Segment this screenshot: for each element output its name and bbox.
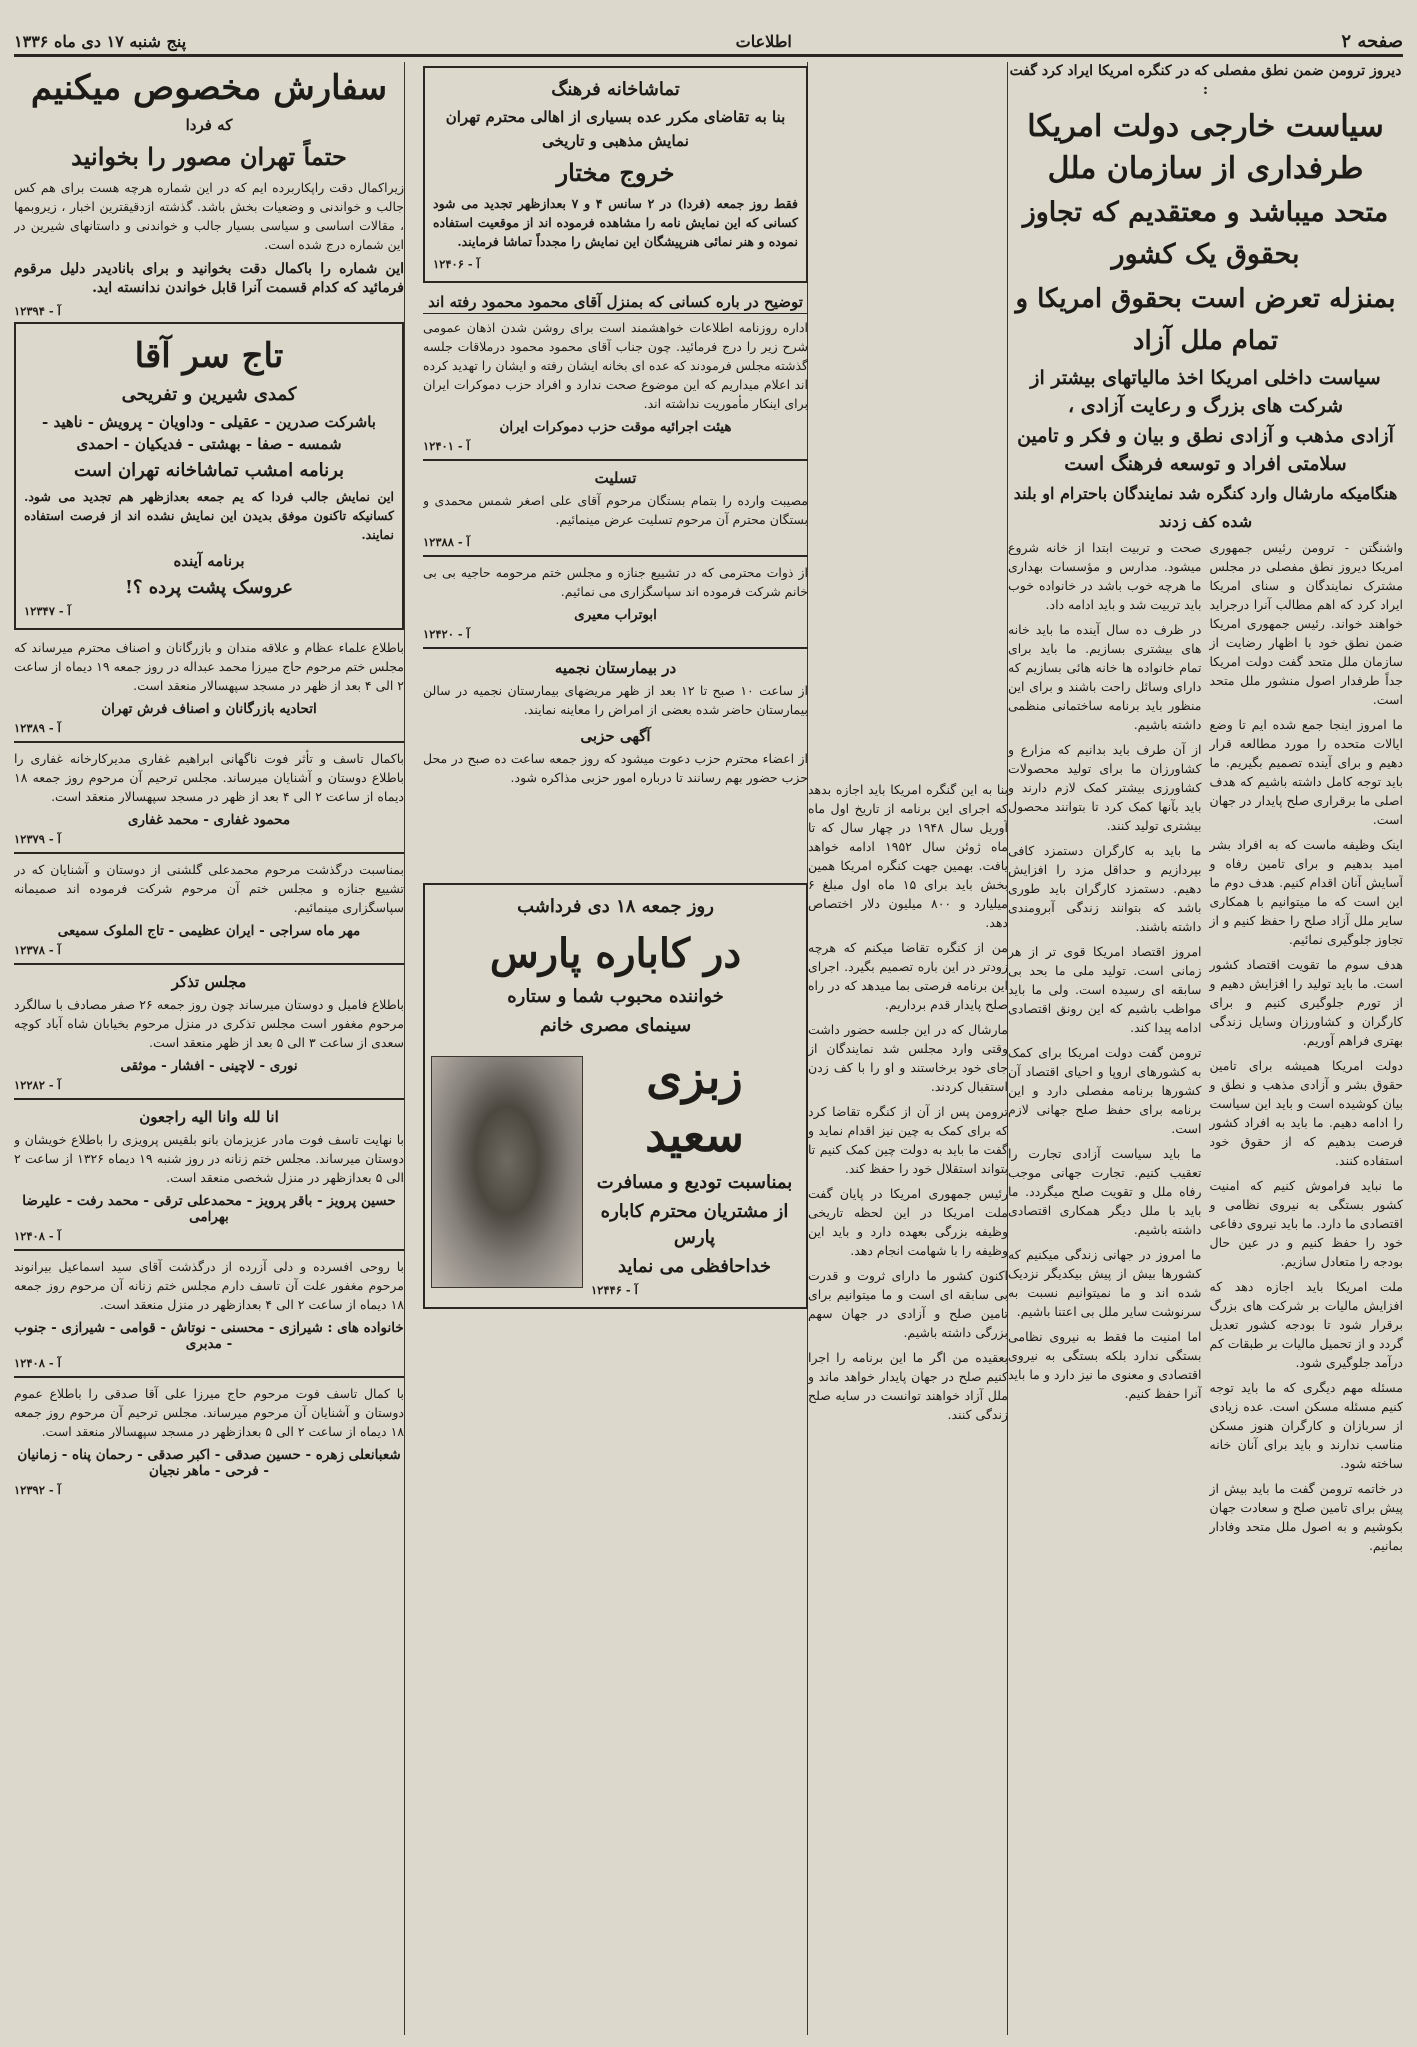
condolence-text: مصیبت وارده را بتمام بستگان مرحوم آقای علی اصغر شمس محمدی و بستگان محترم آن مرحوم تسلیت عرض مینمائیم. xyxy=(423,493,808,527)
party-ad-text: از اعضاء محترم حزب دعوت میشود که روز جمعه ساعت ده صبح در محل حزب حضور بهم رسانند تا درباره امور حزبی مذاکره شود. xyxy=(423,751,808,785)
issue-date: پنج شنبه ۱۷ دی ماه ۱۳۳۶ xyxy=(14,31,187,51)
obituary-title: انا لله وانا الیه راجعون xyxy=(139,1108,279,1126)
notice-text: باطلاع علماء عظام و علاقه مندان و بازرگانان و اصناف محترم میرساند که مجلس ختم مرحوم حاج میرزا محمد عبداله در روز جمعه ۱۹ دیماه از ساعت ۲ الی ۴ بعد از ظهر در مسجد سپهسالار منعقد است. xyxy=(14,640,404,693)
obit-signature: ابوتراب معیری xyxy=(574,607,657,623)
page-header xyxy=(14,28,1403,57)
paragraph: واشنگتن - ترومن رئیس جمهوری امریکا دیروز نطق مفصلی در مجلس مشترک نمایندگان و سنای امریکا ایراد کرد که اهم مطالب آنرا درجراید خواهند خواند. رئیس جمهوری امریکا ضمن نطق خود با اظهار رضایت از سازمان ملل متحد گفت دولت امریکا جداً طرفدار اصول منشور ملل متحد است. xyxy=(1209,540,1403,707)
notice-signature: مهر ماه سراجی - ایران عظیمی - تاج الملوک سمیعی xyxy=(57,923,361,939)
obituary-signature: خانواده های : شیرازی - محسنی - نوتاش - قوامی - شیرازی - جنوب - مدبری xyxy=(14,1320,404,1352)
ad-reference: آ - ۱۲۳۹۲ xyxy=(14,1483,61,1497)
ad-title: سفارش مخصوص میکنیم xyxy=(30,68,388,108)
memorial-notice xyxy=(14,971,404,1092)
paragraph: بنا به این گنگره امریکا باید اجازه بدهد که اجرای این برنامه از تاریخ اول ماه آوریل سال ۱۹۴۸ در چهار سال که تا ماه ژوئن سال ۱۹۵۲ ادامه خواهد یافت. بهمین جهت کنگره امریکا همین بخش باید برای ۱۵ ماه اول مبلغ ۶ میلیارد و ۸۰۰ میلیون دلار اختصاص دهد. xyxy=(808,782,1008,930)
cabaret-line: از مشتریان محترم کاباره پارس xyxy=(600,1201,789,1248)
play-headline: برنامه امشب تماشاخانه تهران است xyxy=(73,460,345,481)
paragraph: مارشال که در این جلسه حضور داشت وقتی وارد مجلس شد نمایندگان از جای خود برخاستند و او را با کف زدن استقبال کردند. xyxy=(808,1022,1008,1094)
ad-headline: حتماً تهران مصور را بخوانید xyxy=(71,142,347,171)
tehran-mosavar-ad xyxy=(14,66,404,318)
ad-reference: آ - ۱۲۴۲۰ xyxy=(423,627,470,641)
portrait-image xyxy=(431,1056,583,1288)
taj-sar-agha-ad xyxy=(14,322,404,630)
cabaret-line: خواننده محبوب شما و ستاره xyxy=(507,986,724,1007)
obituary xyxy=(14,1384,404,1497)
obituary-signature: شعبانعلی زهره - حسین صدقی - اکبر صدقی - رحمان پناه - زمانیان - فرحی - ماهر نجیان xyxy=(17,1447,401,1479)
divider xyxy=(423,647,808,649)
party-signature: هیئت اجرائیه موقت حزب دموکرات ایران xyxy=(499,419,732,435)
paragraph: مسئله مهم دیگری که ما باید توجه کنیم مسئله مسکن است. عده زیادی از سربازان و کارگران هنوز مسکن مناسب ندارند و باید برای آنان خانه ساخته شود. xyxy=(1209,1380,1403,1471)
notice-signature: اتحادیه بازرگانان و اصناف فرش تهران xyxy=(101,701,317,717)
play-cast: باشرکت صدرین - عقیلی - وداویان - پرویش - ناهید - شمسه - صفا - بهشتی - فدیکیان - احمدی xyxy=(42,413,376,453)
ad-reference: آ - ۱۲۳۴۷ xyxy=(24,604,71,618)
article-continuation xyxy=(808,780,1008,1430)
divider xyxy=(14,741,404,743)
ad-line: این شماره را باکمال دقت بخوانید و برای بانادیدر دلیل مرقوم فرمائید که کدام قسمت آنرا قابل خواندن ندانسته اید. xyxy=(14,261,404,296)
paragraph: رئیس جمهوری امریکا در پایان گفت ملت امریکا در این لحظه تاریخی وظیفه بزرگی بعهده دارد و باید این وظیفه را با شهامت انجام دهد. xyxy=(808,1186,1008,1258)
hospital-and-party-notices xyxy=(423,655,808,793)
obituary xyxy=(14,1106,404,1243)
cabaret-line: سینمای مصری خانم xyxy=(539,1015,692,1036)
paragraph: صحت و تربیت ابتدا از خانه شروع میشود. مدارس و مؤسسات بهداری ما هرچه خوب باشد در خانواده خوب باید تربیت شد و باید ادامه داد. xyxy=(1008,540,1202,612)
headline-3: بمنزله تعرض است بحقوق امریکا و تمام ملل آزاد xyxy=(1015,284,1396,356)
theatre-ad xyxy=(423,66,808,283)
paragraph: ترومن گفت دولت امریکا برای کمک به کشورهای اروپا و احیای اقتصاد آن کشورها برنامه مفصلی دارد و این برنامه برای حفظ صلح جهانی لازم است. xyxy=(1008,1045,1202,1136)
theatre-text: فقط روز جمعه (فردا) در ۲ سانس ۴ و ۷ بعدازظهر تجدید می شود کسانی که این نمایش نامه را مشاهده فرموده اند از موقعیت استفاده نموده و هنر نمائی هنرپیشگان این نمایش را مجدداً تماشا فرمایند. xyxy=(433,196,798,249)
notice-signature: محمود غفاری - محمد غفاری xyxy=(127,812,291,828)
theatre-line: بنا به تقاضای مکرر عده بسیاری از اهالی محترم تهران xyxy=(445,108,786,126)
ad-reference: آ - ۱۲۴۰۱ xyxy=(423,439,470,453)
article-body xyxy=(1008,538,1403,1561)
paper-name: اطلاعات xyxy=(735,31,792,51)
paragraph: در خاتمه ترومن گفت ما باید بیش از پیش برای تامین صلح و سعادت جهان بکوشیم و به اصول ملل متحد وفادار بمانیم. xyxy=(1209,1481,1403,1553)
cabaret-ad xyxy=(423,883,808,1309)
ad-text: زیراکمال دقت راپکاربرده ایم که در این شماره هرچه هست برای هم کس جالب و خواندنی و وضعیات بخش باشد. گذشته ازدقیقترین اخبار ، زیروبمها ، مقالات اساسی و سیاسی بسیار جالب و خواندنی و داستانهای شیرین در این شماره درج شده است. xyxy=(14,180,404,252)
memorial-title: مجلس تذکر xyxy=(171,973,247,991)
paragraph: هدف سوم ما تقویت اقتصاد کشور است. ما باید تولید را افزایش دهیم و از تورم جلوگیری کنیم و برای کارگران و کشاورزان وسایل زندگی بهتری فراهم آوریم. xyxy=(1209,957,1403,1048)
notice xyxy=(14,638,404,735)
paragraph: امروز اقتصاد امریکا قوی تر از هر زمانی است. تولید ملی ما بحد بی سابقه ای رسیده است. ولی ما باید مواظب باشیم که این رونق اقتصادی ادامه پیدا کند. xyxy=(1008,944,1202,1035)
next-program-label: برنامه آینده xyxy=(173,552,245,570)
paragraph: از آن طرف باید بدانیم که مزارع و کشاورزان ما برای تولید محصولات کشاورزی بیشتر کمک لازم دارند و باید بآنها کمک کرد تا بتوانند محصول بیشتری تولید کنند. xyxy=(1008,742,1202,833)
paragraph: من از کنگره تقاضا میکنم که هرچه زودتر در این باره تصمیم بگیرد. اجرای این برنامه فرصتی بما میدهد که در راه صلح پایدار قدم برداریم. xyxy=(808,940,1008,1012)
notice-text: بمناسبت درگذشت مرحوم محمدعلی گلشنی از دوستان و آشنایان که در تشییع جنازه و مجلس ختم آن مرحوم شرکت فرموده اند صمیمانه سپاسگزاری مینمائیم. xyxy=(14,862,404,915)
paragraph: ما باید سیاست آزادی تجارت را تعقیب کنیم. تجارت جهانی موجب رفاه ملل و تقویت صلح میگردد. ما باید با ملل دیگر همکاری اقتصادی داشته باشیم. xyxy=(1008,1146,1202,1237)
subheadline-3: هنگامیکه مارشال وارد کنگره شد نمایندگان باحترام او بلند شده کف زدند xyxy=(1013,484,1398,531)
notices-column xyxy=(423,62,808,1317)
ads-column xyxy=(14,62,404,1501)
notice xyxy=(14,749,404,846)
headline-2: متحد میباشد و معتقدیم که تجاوز بحقوق یک کشور xyxy=(1022,197,1389,270)
paragraph: ترومن پس از آن از کنگره تقاضا کرد که برای کمک به چین نیز اقدام نماید و گفت ما باید به دولت چین کمک کنیم تا بتواند استقلال خود را حفظ کند. xyxy=(808,1104,1008,1176)
ad-reference: آ - ۱۲۳۹۴ xyxy=(14,304,61,318)
divider xyxy=(14,963,404,965)
ad-reference: آ - ۱۲۳۸۸ xyxy=(423,535,470,549)
cabaret-line: بمناسبت تودیع و مسافرت xyxy=(596,1172,793,1193)
play-sub: کمدی شیرین و تفریحی xyxy=(121,384,297,405)
next-program: عروسک پشت پرده ؟! xyxy=(125,577,293,598)
obituary-text: با روحی افسرده و دلی آزرده از درگذشت آقای سید اسماعیل بیرانوند مرحوم مغفور علت آن تاسف دارم مجلس ختم زنانه آن مرحوم روز جمعه ۱۸ دیماه از ساعت ۲ الی ۴ بعدازظهر در منزل منعقد است. xyxy=(14,1259,404,1312)
divider xyxy=(14,1098,404,1100)
ad-reference: آ - ۱۲۴۰۸ xyxy=(14,1229,61,1243)
play-title: تاج سر آقا xyxy=(134,336,284,376)
divider xyxy=(14,1376,404,1378)
article-lead: دیروز ترومن ضمن نطق مفصلی که در کنگره امریکا ایراد کرد گفت : xyxy=(1009,63,1402,98)
notice-text: باکمال تاسف و تأثر فوت ناگهانی ابراهیم غفاری مدیرکارخانه غفاری را باطلاع دوستان و آشنایان میرساند. مجلس ترحیم آن مرحوم روز جمعه ۱۸ دیماه از ساعت ۲ الی ۴ بعد از ظهر در مسجد سپهسالار منعقد است. xyxy=(14,751,404,804)
paragraph: ما امروز اینجا جمع شده ایم تا وضع ایالات متحده را مورد مطالعه قرار دهیم و برای آینده تصمیم بگیریم. ما باید توجه کامل داشته باشیم که هدف اصلی ما برقراری صلح پایدار در جهان است. xyxy=(1209,717,1403,827)
play-text: این نمایش جالب فردا که یم جمعه بعدازظهر هم تجدید می شود. کسانیکه تاکنون موفق بدیدن این نمایش نشده اند از فرصت استفاده نمایند. xyxy=(24,489,394,542)
divider xyxy=(423,459,808,461)
cabaret-venue: در کاباره پارس xyxy=(489,930,742,977)
party-ad-title: آگهی حزبی xyxy=(580,727,651,745)
cabaret-body xyxy=(433,1042,798,1301)
obituary-text: با نهایت تاسف فوت مادر عزیزمان بانو بلقیس پرویزی را باطلاع خویشان و دوستان میرساند. مجلس ختم زنانه در روز شنبه ۱۹ دیماه ۱۳۲۶ از ساعت ۲ الی ۵ بعدازظهر در منزل شخصی منعقد است. xyxy=(14,1132,404,1185)
hospital-title: در بیمارستان نجمیه xyxy=(554,659,677,677)
headline-1: سیاست خارجی دولت امریکا طرفداری از سازمان ملل xyxy=(1027,109,1384,186)
paragraph: ما نباید فراموش کنیم که امنیت کشور بستگی به نیروی نظامی و اقتصادی ما دارد. ما باید نیروی دفاعی خود را حفظ کنیم و در عین حال بودجه را متعادل سازیم. xyxy=(1209,1178,1403,1269)
divider xyxy=(423,555,808,557)
ad-sub: که فردا xyxy=(185,116,233,134)
cabaret-date: روز جمعه ۱۸ دی فرداشب xyxy=(517,896,714,917)
memorial-text: باطلاع فامیل و دوستان میرساند چون روز جمعه ۲۶ صفر مصادف با سالگرد مرحوم مغفور است مجلس تذکری در منزل مرحوم بخیابان شاه آباد کوچه سعدی از ساعت ۳ الی ۵ بعد از ظهر منعقد است. xyxy=(14,997,404,1050)
theatre-title: تماشاخانه فرهنگ xyxy=(551,79,680,100)
subheadline-1: سیاست داخلی امریکا اخذ مالیاتهای بیشتر از شرکت های بزرگ و رعایت آزادی ، xyxy=(1030,367,1381,417)
condolence-title: تسلیت xyxy=(594,469,637,487)
paragraph: ما باید به کارگران دستمزد کافی بپردازیم و حداقل مزد را افزایش دهیم. دستمزد کارگران باید طوری باشد که بتوانند زندگی آبرومندی داشته باشند. xyxy=(1008,843,1202,934)
notice xyxy=(14,860,404,957)
article-body-right xyxy=(1210,538,1404,1561)
theatre-line: نمایش مذهبی و تاریخی xyxy=(542,132,689,150)
singer-name: زبزی سعید xyxy=(645,1050,744,1162)
party-notice-text: اداره روزنامه اطلاعات خواهشمند است برای روشن شدن اذهان عمومی شرح زیر را درج فرمائید. چون جناب آقای محمود محمود درملاقات جلسه گذشته مجلس فرمودند که عده ای بخانه ایشان رفته و ایشان را تهدید کرده اند اعلام میداریم که این موضوع صحت ندارد و افراد حزب دموکرات ایران برای اینکار مأموریت نداشته اند. xyxy=(423,320,808,411)
ad-reference: آ - ۱۲۳۷۸ xyxy=(14,943,61,957)
hospital-notice xyxy=(423,655,808,793)
ad-reference: آ - ۱۲۴۰۸ xyxy=(14,1356,61,1370)
ad-reference: آ - ۱۲۴۴۶ xyxy=(591,1283,638,1297)
paragraph: اکنون کشور ما دارای ثروت و قدرت بی سابقه ای است و ما میتوانیم برای تامین صلح و آزادی در جهان سهم بزرگی داشته باشیم. xyxy=(808,1268,1008,1340)
obituary-text: با کمال تاسف فوت مرحوم حاج میرزا علی آقا صدقی را باطلاع عموم دوستان و آشنایان آن مرحوم میرساند. مجلس ترحیم آن مرحوم روز جمعه ۱۸ دیماه از ساعت ۲ الی ۵ بعدازظهر در مسجد سپهسالار منعقد است. xyxy=(14,1386,404,1439)
memorial-signature: نوری - لاچینی - افشار - موثقی xyxy=(120,1058,298,1074)
obituary-signature: حسین پرویز - باقر پرویز - محمدعلی ترقی - محمد رفت - علیرضا بهرامی xyxy=(22,1193,396,1225)
divider xyxy=(14,1249,404,1251)
page-number: صفحه ۲ xyxy=(1341,30,1403,52)
cabaret-line: خداحافظی می نماید xyxy=(617,1256,772,1277)
ad-reference: آ - ۱۲۲۸۲ xyxy=(14,1078,61,1092)
singer-photo xyxy=(433,1050,583,1294)
paragraph: در ظرف ده سال آینده ما باید خانه های بیشتری بسازیم. ما باید برای تمام خانواده ها خانه هائی بسازیم که دارای وسائل راحت باشند و برای این منظور باید برنامه ساختمانی منظمی داشته باشیم. xyxy=(1008,622,1202,732)
hospital-text: از ساعت ۱۰ صبح تا ۱۲ بعد از ظهر مریضهای بیمارستان نجمیه در سالن بیمارستان حاضر شده بعضی از امراض را معاینه نمایند. xyxy=(423,683,808,717)
truman-article xyxy=(1008,62,1403,1561)
ad-reference: آ - ۱۲۳۷۹ xyxy=(14,832,61,846)
obituary xyxy=(14,1257,404,1370)
paragraph: بعقیده من اگر ما این برنامه را اجرا کنیم صلح در جهان پایدار خواهد ماند و ملل آزاد خواهند توانست در سایه صلح زندگی کنند. xyxy=(808,1350,1008,1422)
paragraph: ما امروز در جهانی زندگی میکنیم که کشورها بیش از پیش بیکدیگر نزدیک شده اند و ما نمیتوانیم نسبت به سرنوشت سایر ملل بی اعتنا باشیم. xyxy=(1008,1247,1202,1319)
ad-reference: آ - ۱۲۳۸۹ xyxy=(14,721,61,735)
party-notice-title: توضیح در باره کسانی که بمنزل آقای محمود محمود رفته اند xyxy=(423,291,808,314)
column-rule xyxy=(404,62,405,2035)
paragraph: ملت امریکا باید اجازه دهد که افزایش مالیات بر شرکت های بزرگ برقرار شود تا بودجه کشور تعدیل گردد و از تحمیل مالیات بر طبقات کم درآمد جلوگیری شود. xyxy=(1209,1279,1403,1370)
ad-reference: آ - ۱۲۴۰۶ xyxy=(433,257,480,271)
article-body-left xyxy=(1008,538,1202,1561)
paragraph: دولت امریکا همیشه برای تامین حقوق بشر و آزادی مذهب و نطق و بیان کوشیده است و باید این سیاست را ادامه دهیم. ما باید به افراد کشور فرصت بدهیم که از حقوق خود استفاده کنند. xyxy=(1209,1058,1403,1168)
play-title: خروج مختار xyxy=(556,158,675,187)
paragraph: اما امنیت ما فقط به نیروی نظامی بستگی ندارد بلکه بستگی به نیروی اقتصادی و معنوی ما نیز دارد و ما باید آنرا حفظ کنیم. xyxy=(1008,1329,1202,1401)
subheadline-2: آزادی مذهب و آزادی نطق و بیان و فکر و تامین سلامتی افراد و توسعه فرهنگ است xyxy=(1017,425,1394,475)
paragraph: اینک وظیفه ماست که به افراد بشر امید بدهیم و برای تامین رفاه و آسایش آنان اقدام کنیم. هدف دوم ما این است که ما میتوانیم با همکاری سایر ملل آزاد صلح را حفظ کنیم و از تجاوز جلوگیری نمائیم. xyxy=(1209,837,1403,947)
divider xyxy=(14,852,404,854)
obit-text: از ذوات محترمی که در تشییع جنازه و مجلس ختم مرحومه حاجیه بی بی خانم شرکت فرموده اند سپاسگزاری می نمائیم. xyxy=(423,565,808,599)
cabaret-text xyxy=(591,1042,798,1301)
